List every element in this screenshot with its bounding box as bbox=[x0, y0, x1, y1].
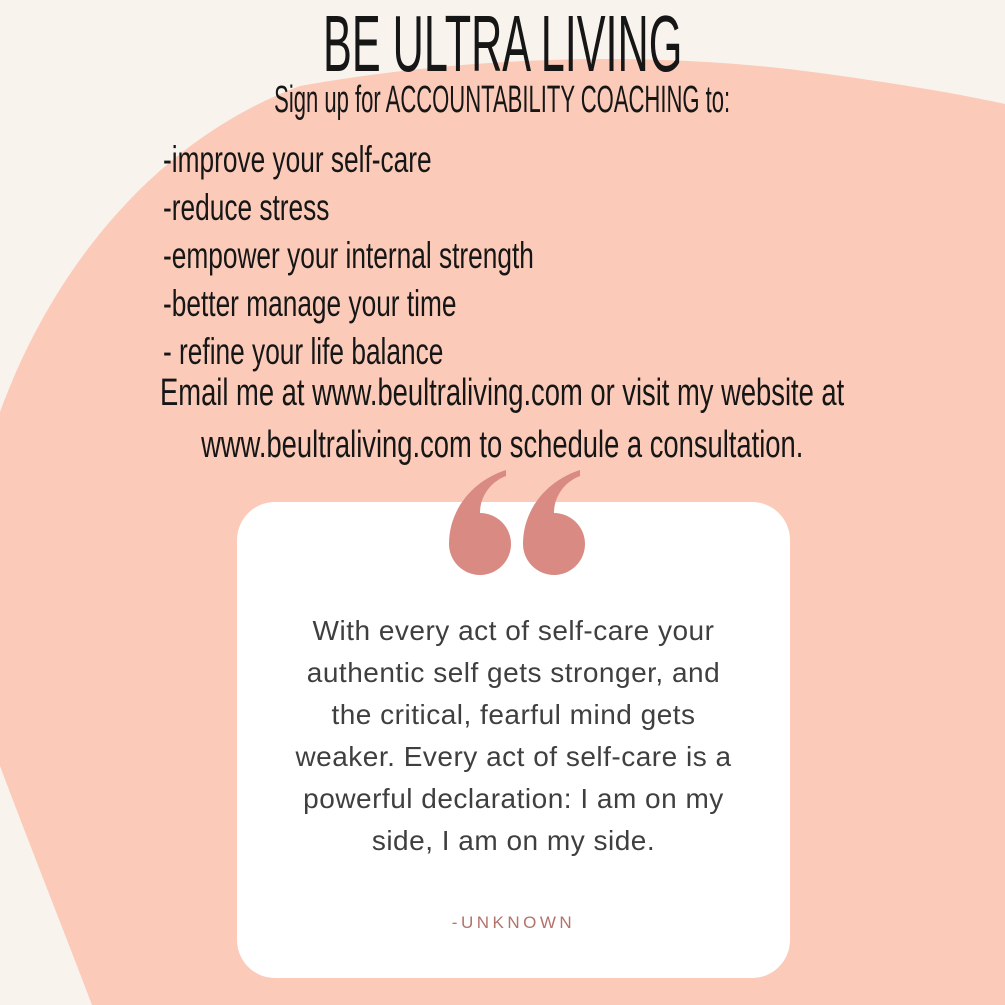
quote-text bbox=[237, 610, 790, 862]
benefit-item: -better manage your time bbox=[163, 283, 457, 324]
benefit-item: -empower your internal strength bbox=[163, 235, 534, 276]
page-title bbox=[0, 0, 1005, 88]
quote-line: authentic self gets stronger, and bbox=[306, 657, 721, 688]
benefit-item: -reduce stress bbox=[163, 187, 330, 228]
quote-line: With every act of self-care your bbox=[312, 615, 715, 646]
page-title-text: BE ULTRA LIVING bbox=[322, 0, 683, 88]
contact-text bbox=[0, 371, 1005, 475]
quote-line: the critical, fearful mind gets bbox=[331, 699, 696, 730]
page-subtitle bbox=[0, 80, 1005, 120]
contact-line-2 bbox=[0, 423, 1005, 475]
contact-line-2-text: www.beultraliving.com to schedule a consultation. bbox=[201, 424, 804, 466]
contact-line-1 bbox=[0, 371, 1005, 423]
double-quote-icon bbox=[446, 470, 585, 576]
page-subtitle-text: Sign up for ACCOUNTABILITY COACHING to: bbox=[274, 79, 731, 121]
benefit-item: -improve your self-care bbox=[163, 139, 432, 180]
quote-attribution: -UNKNOWN bbox=[451, 913, 576, 932]
quote-line: weaker. Every act of self-care is a bbox=[295, 741, 732, 772]
quote-line: powerful declaration: I am on my bbox=[303, 783, 724, 814]
quote-line: side, I am on my side. bbox=[371, 825, 656, 856]
benefits-list bbox=[163, 136, 923, 376]
benefit-item: - refine your life balance bbox=[163, 331, 444, 372]
contact-line-1-text: Email me at www.beultraliving.com or visit my website at bbox=[160, 372, 845, 414]
